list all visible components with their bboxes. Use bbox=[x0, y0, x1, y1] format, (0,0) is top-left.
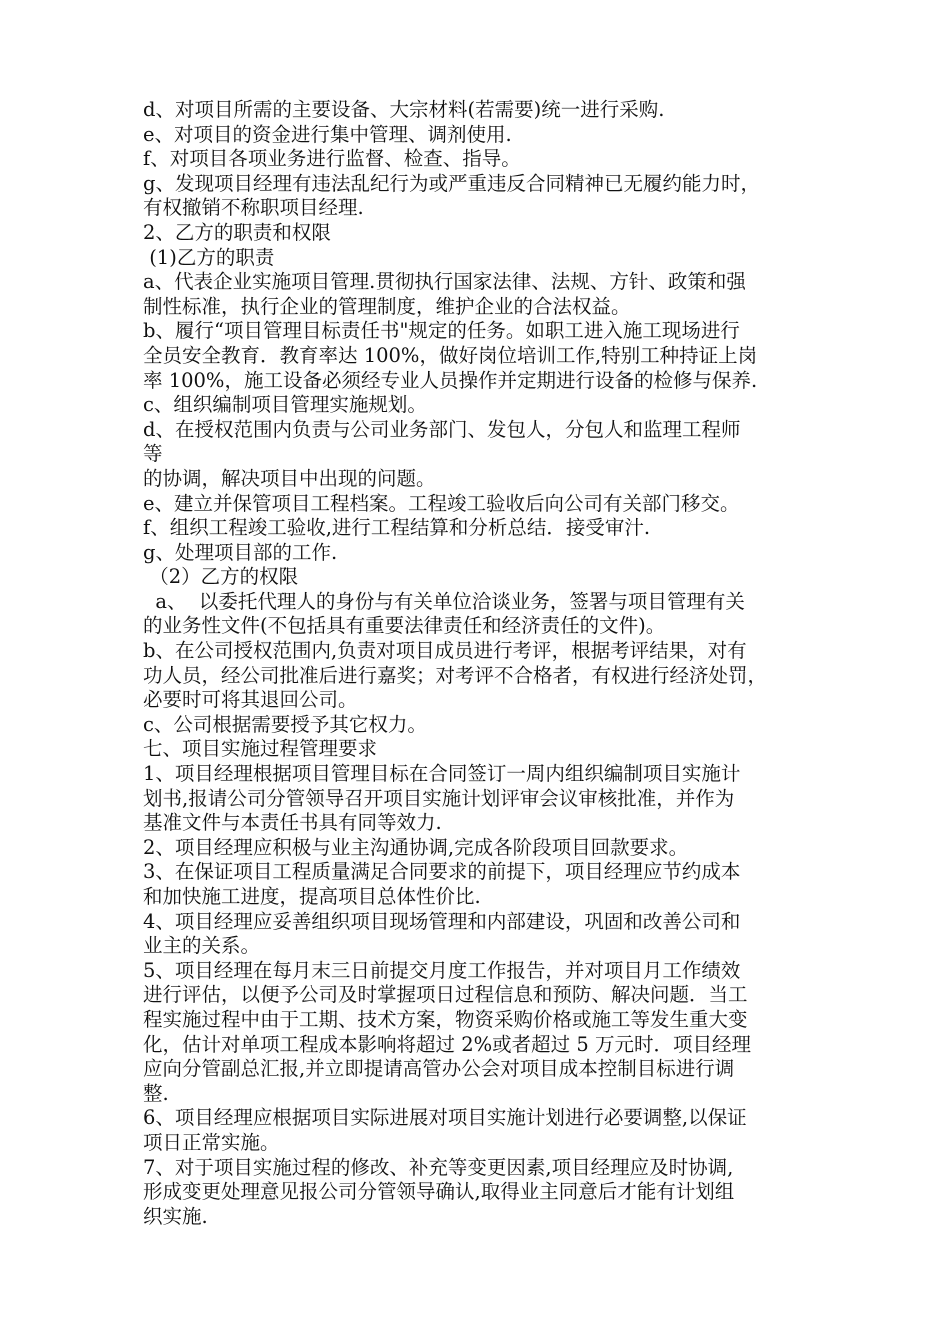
text-line: 基准文件与本责任书具有同等效力. bbox=[143, 811, 442, 835]
text-line: 等 bbox=[143, 442, 163, 466]
text-line: 必要时可将其退回公司。 bbox=[143, 688, 358, 712]
text-line: e、建立并保管项目工程档案。工程竣工验收后向公司有关部门移交。 bbox=[143, 491, 740, 515]
text-line: 的协调，解决项目中出现的问题。 bbox=[143, 466, 436, 490]
text-line: b、履行“项目管理目标责任书"规定的任务。如职工进入施工现场进行 bbox=[143, 319, 740, 343]
text-line: 7、对于项目实施过程的修改、补充等变更因素,项目经理应及时协调, bbox=[143, 1155, 734, 1179]
text-line: 6、项目经理应根据项目实际进展对项目实施计划进行必要调整,以保证 bbox=[143, 1106, 747, 1130]
text-line: d、对项目所需的主要设备、大宗材料(若需要)统一进行采购. bbox=[143, 98, 665, 121]
text-line: 织实施. bbox=[143, 1204, 208, 1228]
text-line: 2、项目经理应积极与业主沟通协调,完成各阶段项目回款要求。 bbox=[143, 835, 689, 859]
text-line: 整. bbox=[143, 1081, 169, 1105]
text-line: b、在公司授权范围内,负责对项目成员进行考评，根据考评结果，对有 bbox=[143, 639, 747, 663]
text-line: f、组织工程竣工验收,进行工程结算和分析总结．接受审汁. bbox=[143, 516, 651, 540]
text-line: a、 以委托代理人的身份与有关单位洽谈业务，签署与项目管理有关 bbox=[143, 589, 745, 613]
text-line: 率 100%，施工设备必须经专业人员操作并定期进行设备的检修与保养. bbox=[143, 368, 758, 392]
text-line: 1、项目经理根据项目管理目标在合同签订一周内组织编制项目实施计 bbox=[143, 762, 741, 786]
text-line: c、组织编制项目管理实施规划。 bbox=[143, 393, 427, 417]
text-line: 业主的关系。 bbox=[143, 934, 261, 958]
text-line: (1)乙方的职责 bbox=[143, 245, 275, 269]
text-line: 进行评估，以便予公司及时掌握项日过程信息和预防、解决问题．当工 bbox=[143, 983, 748, 1007]
text-line: 划书,报请公司分管领导召开项目实施计划评审会议审核批准，并作为 bbox=[143, 786, 735, 810]
text-line: 5、项目经理在每月末三日前提交月度工作报告，并对项目月工作绩效 bbox=[143, 958, 741, 982]
text-line: 形成变更处理意见报公司分管领导确认,取得业主同意后才能有计划组 bbox=[143, 1180, 735, 1204]
text-line: e、对项目的资金进行集中管理、调剂使用. bbox=[143, 122, 512, 146]
text-line: 功人员，经公司批准后进行嘉奖；对考评不合格者，有权进行经济处罚， bbox=[143, 663, 768, 687]
text-line: 4、项目经理应妥善组织项目现场管理和内部建设，巩固和改善公司和 bbox=[143, 909, 741, 933]
text-line: 全员安全教育．教育率达 100%，做好岗位培训工作,特别工种持证上岗 bbox=[143, 343, 758, 367]
text-line: 程实施过程中由于工期、技术方案，物资采购价格或施工等发生重大变 bbox=[143, 1007, 748, 1031]
text-line: 有权撤销不称职项目经理. bbox=[143, 196, 364, 220]
text-line: f、对项目各项业务进行监督、检查、指导。 bbox=[143, 147, 521, 171]
text-line: g、处理项目部的工作. bbox=[143, 540, 338, 564]
text-line: a、代表企业实施项目管理.贯彻执行国家法律、法规、方针、政策和强 bbox=[143, 270, 746, 294]
text-line: g、发现项目经理有违法乱纪行为或严重违反合同精神已无履约能力时， bbox=[143, 171, 760, 195]
text-line: （2）乙方的权限 bbox=[143, 565, 299, 589]
text-line: 项日正常实施。 bbox=[143, 1130, 280, 1154]
document-body bbox=[143, 98, 855, 1229]
text-line: d、在授权范围内负责与公司业务部门、发包人，分包人和监理工程师 bbox=[143, 417, 741, 441]
text-line: 3、在保证项目工程质量满足合同要求的前提下，项目经理应节约成本 bbox=[143, 860, 741, 884]
text-line: 制性标准，执行企业的管理制度，维护企业的合法权益。 bbox=[143, 294, 631, 318]
text-line: 七、项目实施过程管理要求 bbox=[143, 737, 378, 761]
text-line: 的业务性文件(不包括具有重要法律责任和经济责任的文件)。 bbox=[143, 614, 666, 638]
text-line: 和加快施工进度，提高项目总体性价比. bbox=[143, 885, 481, 908]
text-line: 应向分管副总汇报,并立即提请高管办公会对项目成本控制目标进行调 bbox=[143, 1057, 735, 1081]
text-line: 2、乙方的职责和权限 bbox=[143, 220, 331, 244]
text-line: 化，估计对单项工程成本影响将超过 2%或者超过 5 万元时．项目经理 bbox=[143, 1032, 751, 1056]
text-line: c、公司根据需要授予其它权力。 bbox=[143, 712, 427, 736]
